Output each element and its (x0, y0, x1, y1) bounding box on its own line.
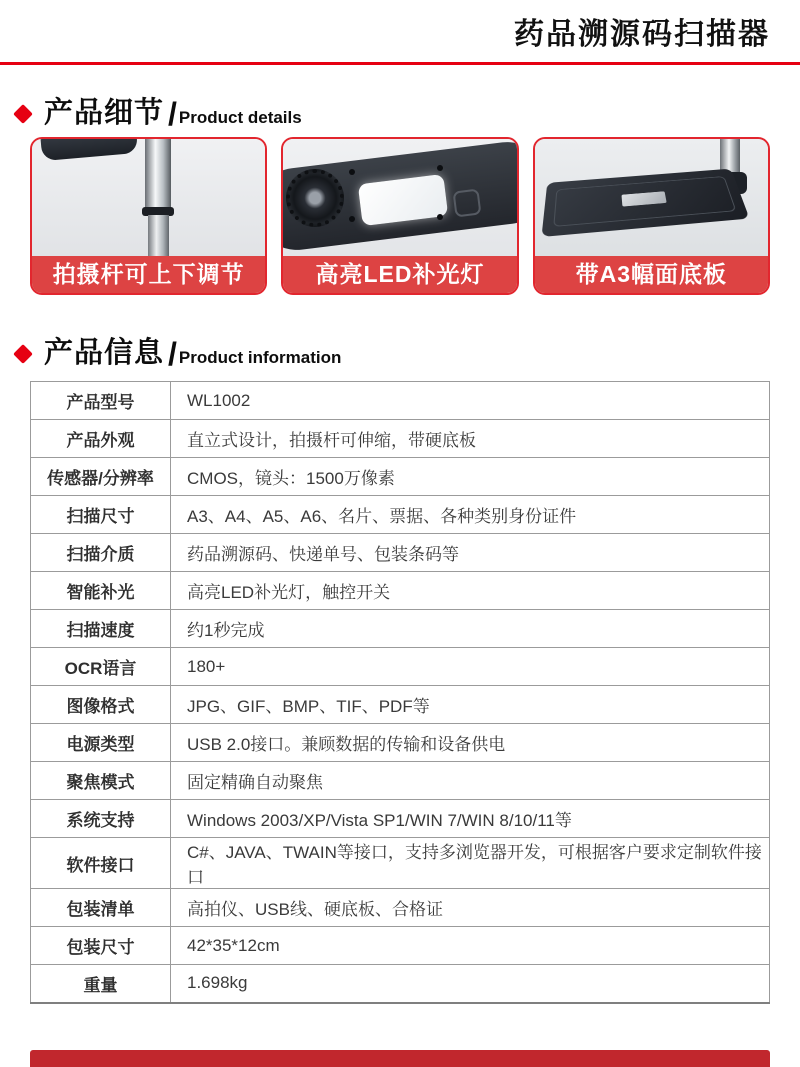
table-row (31, 889, 770, 927)
spec-value-cell: WL1002 (171, 382, 770, 420)
spec-label-cell: 包装尺寸 (31, 927, 171, 965)
spec-value-cell: JPG、GIF、BMP、TIF、PDF等 (171, 686, 770, 724)
spec-value-cell: 180+ (171, 648, 770, 686)
table-row (31, 382, 770, 420)
spec-value-cell: Windows 2003/XP/Vista SP1/WIN 7/WIN 8/10/11等 (171, 800, 770, 838)
spec-label-cell: 智能补光 (31, 572, 171, 610)
base-board-shape (542, 169, 750, 237)
spec-label-cell: 产品型号 (31, 382, 171, 420)
table-row (31, 927, 770, 965)
spec-label-cell: 扫描速度 (31, 610, 171, 648)
spec-value-cell: 42*35*12cm (171, 927, 770, 965)
footer-bar (30, 1050, 770, 1067)
table-row (31, 762, 770, 800)
section-header-info (12, 331, 770, 371)
card-caption: 带A3幅面底板 (535, 256, 768, 293)
spec-label-cell: 重量 (31, 965, 171, 1003)
table-row (31, 724, 770, 762)
spec-label-cell: 图像格式 (31, 686, 171, 724)
pole-upper-segment (145, 139, 171, 209)
table-row (31, 420, 770, 458)
spec-label-cell: 电源类型 (31, 724, 171, 762)
card-caption: 高亮LED补光灯 (283, 256, 516, 293)
product-photo-telescopic-pole (32, 139, 265, 256)
base-label-shape (622, 191, 666, 207)
header-divider (0, 62, 800, 65)
section-header-details (12, 91, 770, 131)
spec-value-cell: 高拍仪、USB线、硬底板、合格证 (171, 889, 770, 927)
table-row (31, 458, 770, 496)
table-row (31, 965, 770, 1003)
spec-value-cell: 1.698kg (171, 965, 770, 1003)
spec-label-cell: OCR语言 (31, 648, 171, 686)
pole-lower-segment (148, 215, 169, 256)
product-card-pole (30, 137, 267, 295)
product-card-led (281, 137, 518, 295)
spec-table (30, 381, 770, 1004)
spec-value-cell: 药品溯源码、快递单号、包装条码等 (171, 534, 770, 572)
spec-value-cell: USB 2.0接口。兼顾数据的传输和设备供电 (171, 724, 770, 762)
product-photo-a3-base (535, 139, 768, 256)
product-photo-led-light (283, 139, 516, 256)
product-detail-cards (30, 137, 770, 295)
spec-label-cell: 传感器/分辨率 (31, 458, 171, 496)
screw-dot (349, 216, 355, 222)
spec-value-cell: 固定精确自动聚焦 (171, 762, 770, 800)
diamond-icon (13, 344, 33, 364)
spec-label-cell: 产品外观 (31, 420, 171, 458)
table-row (31, 800, 770, 838)
touch-button-shape (452, 189, 481, 218)
spec-label-cell: 软件接口 (31, 838, 171, 889)
spec-label-cell: 系统支持 (31, 800, 171, 838)
table-row (31, 534, 770, 572)
table-row (31, 648, 770, 686)
card-caption: 拍摄杆可上下调节 (32, 256, 265, 293)
section-title-zh: 产品信息 (44, 337, 165, 369)
spec-value-cell: A3、A4、A5、A6、名片、票据、各种类别身份证件 (171, 496, 770, 534)
table-row (31, 496, 770, 534)
spec-value-cell: CMOS，镜头：1500万像素 (171, 458, 770, 496)
table-row (31, 838, 770, 889)
section-title-zh: 产品细节 (44, 97, 165, 129)
camera-lens-shape (286, 169, 344, 227)
product-card-base (533, 137, 770, 295)
spec-label-cell: 扫描介质 (31, 534, 171, 572)
page-header (0, 0, 800, 54)
diamond-icon (13, 104, 33, 124)
spec-label-cell: 包装清单 (31, 889, 171, 927)
section-title-en: Product information (178, 348, 342, 367)
spec-label-cell: 扫描尺寸 (31, 496, 171, 534)
spec-value-cell: C#、JAVA、TWAIN等接口，支持多浏览器开发，可根据客户要求定制软件接口 (171, 838, 770, 889)
table-row (31, 572, 770, 610)
page-title: 药品溯源码扫描器 (514, 18, 770, 51)
section-title-en: Product details (178, 108, 302, 127)
slash-separator: / (168, 336, 177, 372)
table-row (31, 686, 770, 724)
slash-separator: / (168, 96, 177, 132)
spec-label-cell: 聚焦模式 (31, 762, 171, 800)
spec-value-cell: 高亮LED补光灯，触控开关 (171, 572, 770, 610)
spec-value-cell: 直立式设计，拍摄杆可伸缩，带硬底板 (171, 420, 770, 458)
camera-head-shape (40, 139, 138, 161)
spec-value-cell: 约1秒完成 (171, 610, 770, 648)
table-row (31, 610, 770, 648)
